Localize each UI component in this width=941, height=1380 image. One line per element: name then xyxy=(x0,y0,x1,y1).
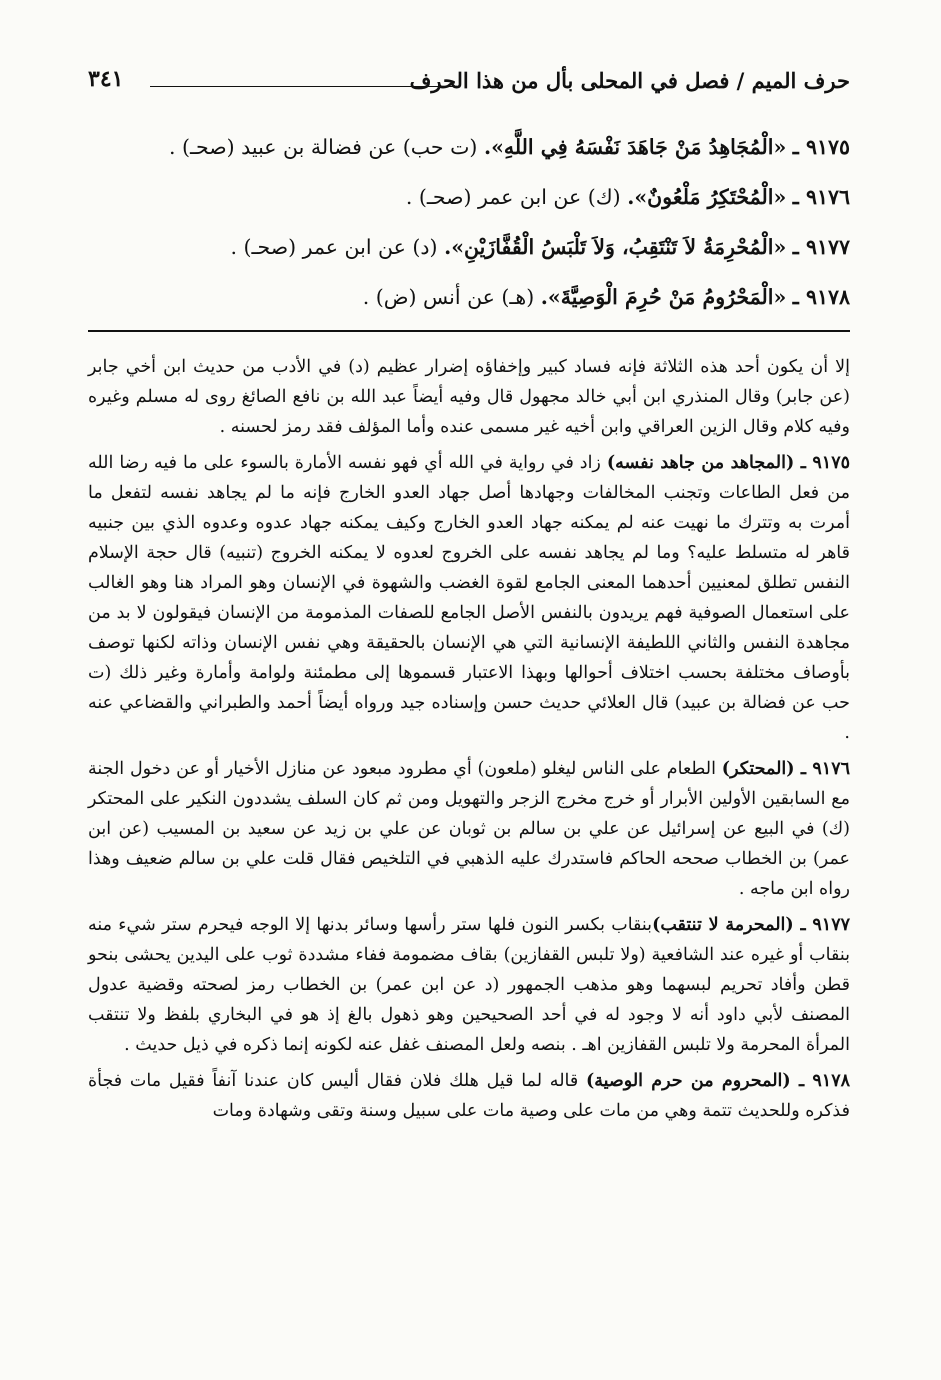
hadith-item xyxy=(100,122,850,172)
commentary-lead: ٩١٧٥ ـ (المجاهد من جاهد نفسه) xyxy=(606,453,850,473)
commentary-paragraph xyxy=(88,754,850,904)
commentary-paragraph xyxy=(88,910,850,1060)
hadith-reference: (ك) عن ابن عمر (صحـ) . xyxy=(405,185,621,209)
hadith-item xyxy=(100,222,850,272)
commentary-lead: ٩١٧٧ ـ (المحرمة لا تنتقب) xyxy=(652,915,850,935)
hadith-item xyxy=(100,272,850,322)
commentary-text: قاله لما قيل هلك فلان فقال أليس كان عندنا آنفاً فقيل مات فجأة فذكره وللحديث تتمة وهي من مات على وصية مات على سبيل وسنة وتقى وشهادة ومات xyxy=(88,1071,850,1121)
commentary-text: زاد في رواية في الله أي فهو نفسه الأمارة بالسوء على ما فيه رضا الله من فعل الطاعات وتجنب المخالفات وجهادها أصل جهاد العدو الخارج فإنه ما لم يجاهد نفسه لتفعل ما أمرت به وتترك ما نهيت عنه لم يمكنه جهاد العدو الخارج وكيف يمكنه جهاد عدوه وعدوه الذي بين جنبيه قاهر له متسلط عليه؟ وما لم يجاهد نفسه على الخروج لعدوه لا يمكنه الخروج (تنبيه) قال حجة الإسلام النفس تطلق لمعنيين أحدهما المعنى الجامع لقوة الغضب والشهوة في الإنسان وهو المراد هنا وهو الغالب على استعمال الصوفية فهم يريدون بالنفس الأصل الجامع للصفات المذمومة من الإنسان فيقولون لا بد من مجاهدة النفس والثاني اللطيفة الإنسانية التي هي الإنسان بالحقيقة وهي نفس الإنسان وذاته لكنها توصف بأوصاف مختلفة بحسب اختلاف أحوالها وبهذا الاعتبار قسموها إلى مطمئنة ولوامة وأمارة وغير ذلك (ت حب عن فضالة بن عبيد) قال العلائي حديث حسن وإسناده جيد ورواه أيضاً أحمد والطبراني والقضاعي عنه . xyxy=(88,453,850,743)
hadith-text: «الْمُجَاهِدُ مَنْ جَاهَدَ نَفْسَهُ فِي اللَّهِ». xyxy=(483,135,787,159)
commentary xyxy=(88,352,850,1132)
hadith-text: «الْمُحْرِمَةُ لاَ تَنْتَقِبُ، وَلاَ تَلْبَسُ الْقُفَّازَيْنِ». xyxy=(444,235,787,259)
commentary-text: إلا أن يكون أحد هذه الثلاثة فإنه فساد كبير وإخفاؤه إضرار عظيم (د) في الأدب من حديث ابن أخي جابر (عن جابر) وقال المنذري ابن أبي خالد مجهول قال وفيه أيضاً عبد الله بن نافع الصائغ روى له مسلم وغيره وفيه كلام وقال الزين العراقي وابن أخيه غير مسمى عنده وأما المؤلف فقد رمز لحسنه . xyxy=(88,357,850,437)
commentary-paragraph xyxy=(88,352,850,442)
commentary-text: الطعام على الناس ليغلو (ملعون) أي مطرود مبعود عن منازل الأخيار أو عن دخول الجنة مع السابقين الأولين الأبرار أو خرج مخرج الزجر والتهويل ومن ثم كان السلف يشددون النكير على المحتكر (ك) في البيع عن إسرائيل عن علي بن سالم بن ثوبان عن علي بن زيد عن سعيد بن المسيب (عن ابن عمر) بن الخطاب صححه الحاكم فاستدرك عليه الذهبي في التلخيص فقال قلت علي بن سالم ضعيف وهذا رواه ابن ماجه . xyxy=(88,759,850,899)
commentary-text: بنقاب بكسر النون فلها ستر رأسها وسائر بدنها إلا الوجه فيحرم ستر شيء منه بنقاب أو غيره عند الشافعية (ولا تلبس القفازين) بقاف مضمومة ففاء مشددة ثوب على اليدين يحشى بنحو قطن وأفاد تحريم لبسهما وهو مذهب الجمهور (د عن ابن عمر) بن الخطاب رمز لصحته وقضية عدول المصنف لأبي داود أنه لا وجود له في أحد الصحيحين وهو ذهول بالغ إذ هو في البخاري بلفظ ولا تنتقب المرأة المحرمة ولا تلبس القفازين اهـ . بنصه ولعل المصنف غفل عنه لكونه إنما ذكره في ذيل حديث . xyxy=(88,915,850,1055)
hadith-number: ٩١٧٨ ـ xyxy=(792,285,850,309)
hadith-text: «الْمَحْرُومُ مَنْ حُرِمَ الْوَصِيَّةَ». xyxy=(540,285,787,309)
commentary-paragraph xyxy=(88,1066,850,1126)
commentary-lead: ٩١٧٦ ـ (المحتكر) xyxy=(721,759,850,779)
section-divider xyxy=(88,330,850,332)
hadith-text: «الْمُحْتَكِرُ مَلْعُونٌ». xyxy=(627,185,787,209)
hadith-reference: (ت حب) عن فضالة بن عبيد (صحـ) . xyxy=(168,135,478,159)
page-header xyxy=(88,62,850,102)
hadith-reference: (د) عن ابن عمر (صحـ) . xyxy=(230,235,438,259)
header-rule xyxy=(150,86,455,87)
page-title: حرف الميم / فصل في المحلى بأل من هذا الحرف xyxy=(409,68,850,93)
page-number: ٣٤١ xyxy=(88,66,124,92)
hadith-number: ٩١٧٥ ـ xyxy=(792,135,850,159)
commentary-lead: ٩١٧٨ ـ (المحروم من حرم الوصية) xyxy=(585,1071,850,1091)
hadith-number: ٩١٧٦ ـ xyxy=(792,185,850,209)
hadith-number: ٩١٧٧ ـ xyxy=(792,235,850,259)
commentary-paragraph xyxy=(88,448,850,748)
hadith-reference: (هـ) عن أنس (ض) . xyxy=(362,285,535,309)
hadith-item xyxy=(100,172,850,222)
hadith-list xyxy=(100,122,850,322)
